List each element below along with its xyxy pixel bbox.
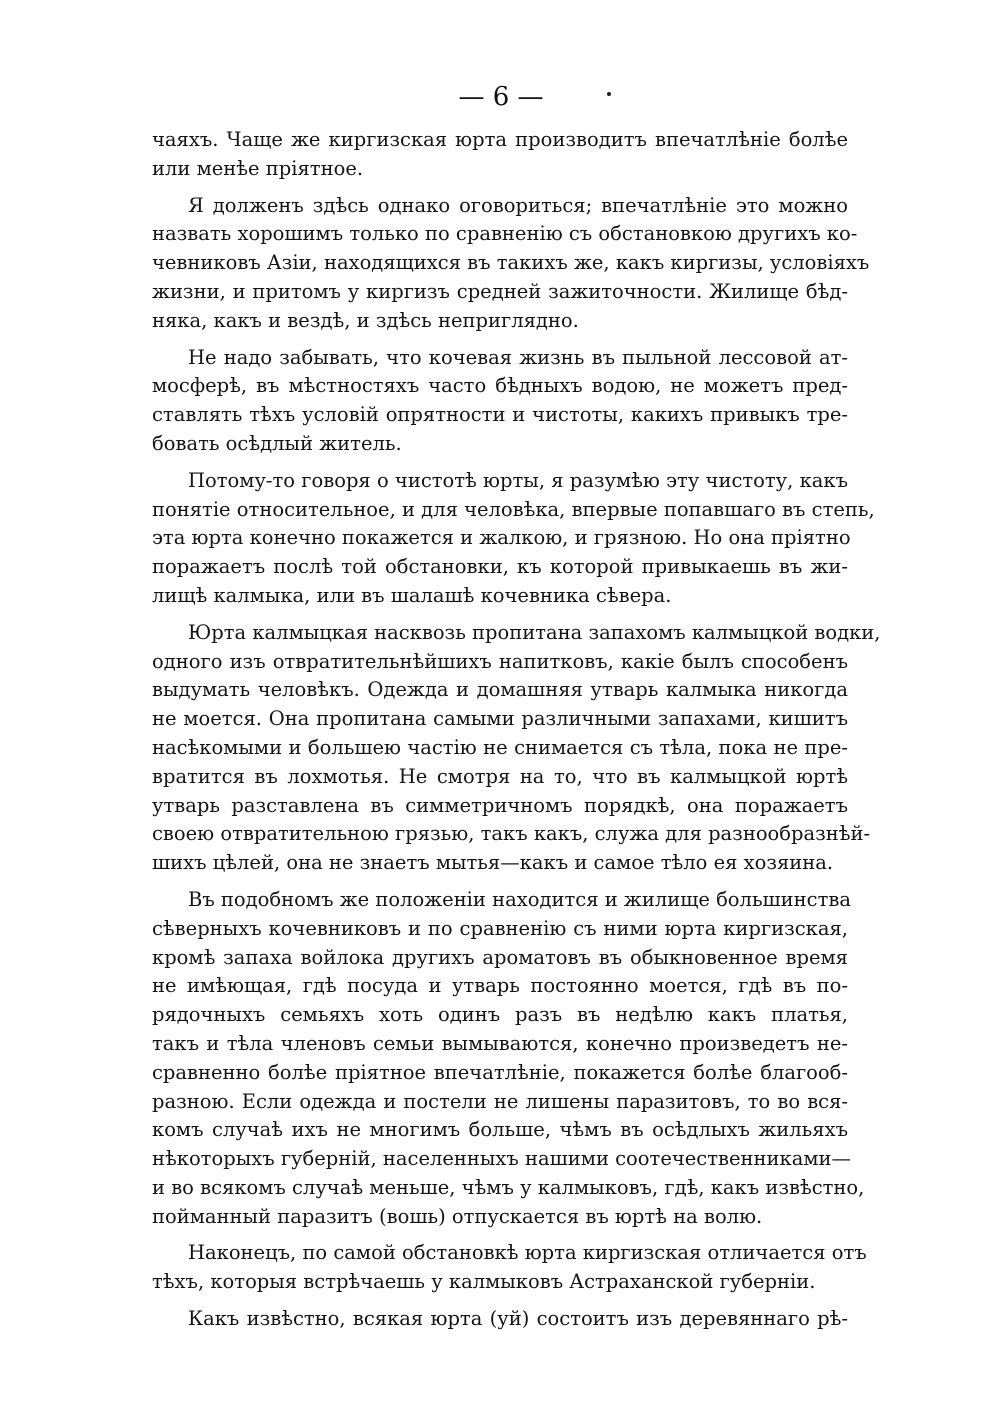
- text-line: лищѣ калмыка, или въ шалашѣ кочевника сѣвера.: [152, 583, 672, 607]
- paragraph: [152, 886, 865, 1232]
- text-line: тѣхъ, которыя встрѣчаешь у калмыковъ Астраханской губерніи.: [152, 1270, 816, 1294]
- text-line: или менѣе пріятное.: [152, 156, 364, 180]
- paragraph: [152, 619, 881, 878]
- text-line: Юрта калмыцкая насквозь пропитана запахомъ калмыцкой водки,: [188, 620, 881, 644]
- text-line: насѣкомыми и большею частію не снимается съ тѣла, пока не пре-: [152, 735, 848, 759]
- text-line: сравненно болѣе пріятное впечатлѣніе, покажется болѣе благооб-: [152, 1060, 848, 1084]
- text-line: бовать осѣдлый житель.: [152, 431, 402, 455]
- text-line: не имѣющая, гдѣ посуда и утварь постоянно моется, гдѣ въ по-: [152, 974, 848, 998]
- text-line: одного изъ отвратительнѣйшихъ напитковъ, какіе былъ способенъ: [152, 649, 848, 673]
- text-line: назвать хорошимъ только по сравненію съ обстановкою другихъ ко-: [152, 222, 858, 246]
- text-line: пойманный паразитъ (вошь) отпускается въ юртѣ на волю.: [152, 1204, 763, 1228]
- paragraph-gap: [152, 336, 848, 344]
- text-line: Не надо забывать, что кочевая жизнь въ пыльной лессовой ат-: [188, 345, 848, 369]
- text-line: чаяхъ. Чаще же киргизская юрта производитъ впечатлѣніе болѣе: [152, 128, 848, 151]
- text-line: и во всякомъ случаѣ меньше, чѣмъ у калмыковъ, гдѣ, какъ извѣстно,: [152, 1175, 865, 1199]
- text-line: ставлять тѣхъ условій опрятности и чистоты, какихъ привыкъ тре-: [152, 403, 848, 427]
- paragraph-gap: [152, 459, 848, 467]
- text-line: выдумать человѣкъ. Одежда и домашняя утварь калмыка никогда: [152, 678, 848, 702]
- paragraph: [152, 344, 848, 459]
- text-line: вратится въ лохмотья. Не смотря на то, что въ калмыцкой юртѣ: [152, 764, 848, 788]
- text-line: Я долженъ здѣсь однако оговориться; впечатлѣніе это можно: [188, 193, 848, 217]
- paragraph-gap: [152, 878, 848, 886]
- text-line: жизни, и притомъ у киргизъ средней зажиточности. Жилище бѣд-: [152, 279, 848, 303]
- paragraph-gap: [152, 1297, 848, 1305]
- page-number: — 6 —: [458, 82, 544, 112]
- text-line: шихъ цѣлей, она не знаетъ мытья—какъ и самое тѣло ея хозяина.: [152, 851, 834, 875]
- paragraph: [152, 1305, 848, 1334]
- text-line: Какъ извѣстно, всякая юрта (уй) состоитъ изъ деревяннаго рѣ-: [188, 1307, 848, 1331]
- text-line: своею отвратительною грязью, такъ какъ, служа для разнообразнѣй-: [152, 822, 871, 846]
- text-line: няка, какъ и вездѣ, и здѣсь неприглядно.: [152, 308, 579, 332]
- text-line: рядочныхъ семьяхъ хоть одинъ разъ въ недѣлю какъ платья,: [152, 1003, 848, 1027]
- paragraph-gap: [152, 611, 848, 619]
- paragraph: [152, 1239, 867, 1297]
- paragraph-gap: [152, 1231, 848, 1239]
- body-text: [152, 126, 881, 1334]
- text-line: чевниковъ Азіи, находящихся въ такихъ же, какъ киргизы, условіяхъ: [152, 251, 870, 275]
- text-line: разною. Если одежда и постели не лишены паразитовъ, то во вся-: [152, 1089, 848, 1113]
- text-line: утварь разставлена въ симметричномъ порядкѣ, она поражаетъ: [152, 793, 848, 817]
- text-line: понятіе относительное, и для человѣка, впервые попавшаго въ степь,: [152, 497, 875, 521]
- text-line: сѣверныхъ кочевниковъ и по сравненію съ ними юрта киргизская,: [152, 916, 848, 940]
- text-line: комъ случаѣ ихъ не многимъ больше, чѣмъ въ осѣдлыхъ жильяхъ: [152, 1118, 848, 1142]
- text-line: Въ подобномъ же положеніи находится и жилище большинства: [188, 887, 851, 911]
- text-line: нѣкоторыхъ губерній, населенныхъ нашими соотечественниками—: [152, 1147, 851, 1171]
- paragraph: [152, 126, 848, 184]
- paragraph-gap: [152, 184, 848, 192]
- text-line: Потому-то говоря о чистотѣ юрты, я разумѣю эту чистоту, какъ: [188, 468, 848, 492]
- text-line: эта юрта конечно покажется и жалкою, и грязною. Но она пріятно: [152, 526, 851, 550]
- text-line: такъ и тѣла членовъ семьи вымываются, конечно произведетъ не-: [152, 1031, 848, 1055]
- text-line: поражаетъ послѣ той обстановки, къ которой привыкаешь въ жи-: [152, 555, 848, 579]
- text-line: мосферѣ, въ мѣстностяхъ часто бѣдныхъ водою, не можетъ пред-: [152, 374, 848, 398]
- paragraph: [152, 467, 875, 611]
- paragraph: [152, 192, 870, 336]
- text-line: Наконецъ, по самой обстановкѣ юрта киргизская отличается отъ: [188, 1241, 867, 1265]
- text-line: не моется. Она пропитана самыми различными запахами, кишитъ: [152, 707, 848, 731]
- ink-speck: [607, 92, 611, 96]
- text-line: кромѣ запаха войлока другихъ ароматовъ въ обыкновенное время: [152, 945, 848, 969]
